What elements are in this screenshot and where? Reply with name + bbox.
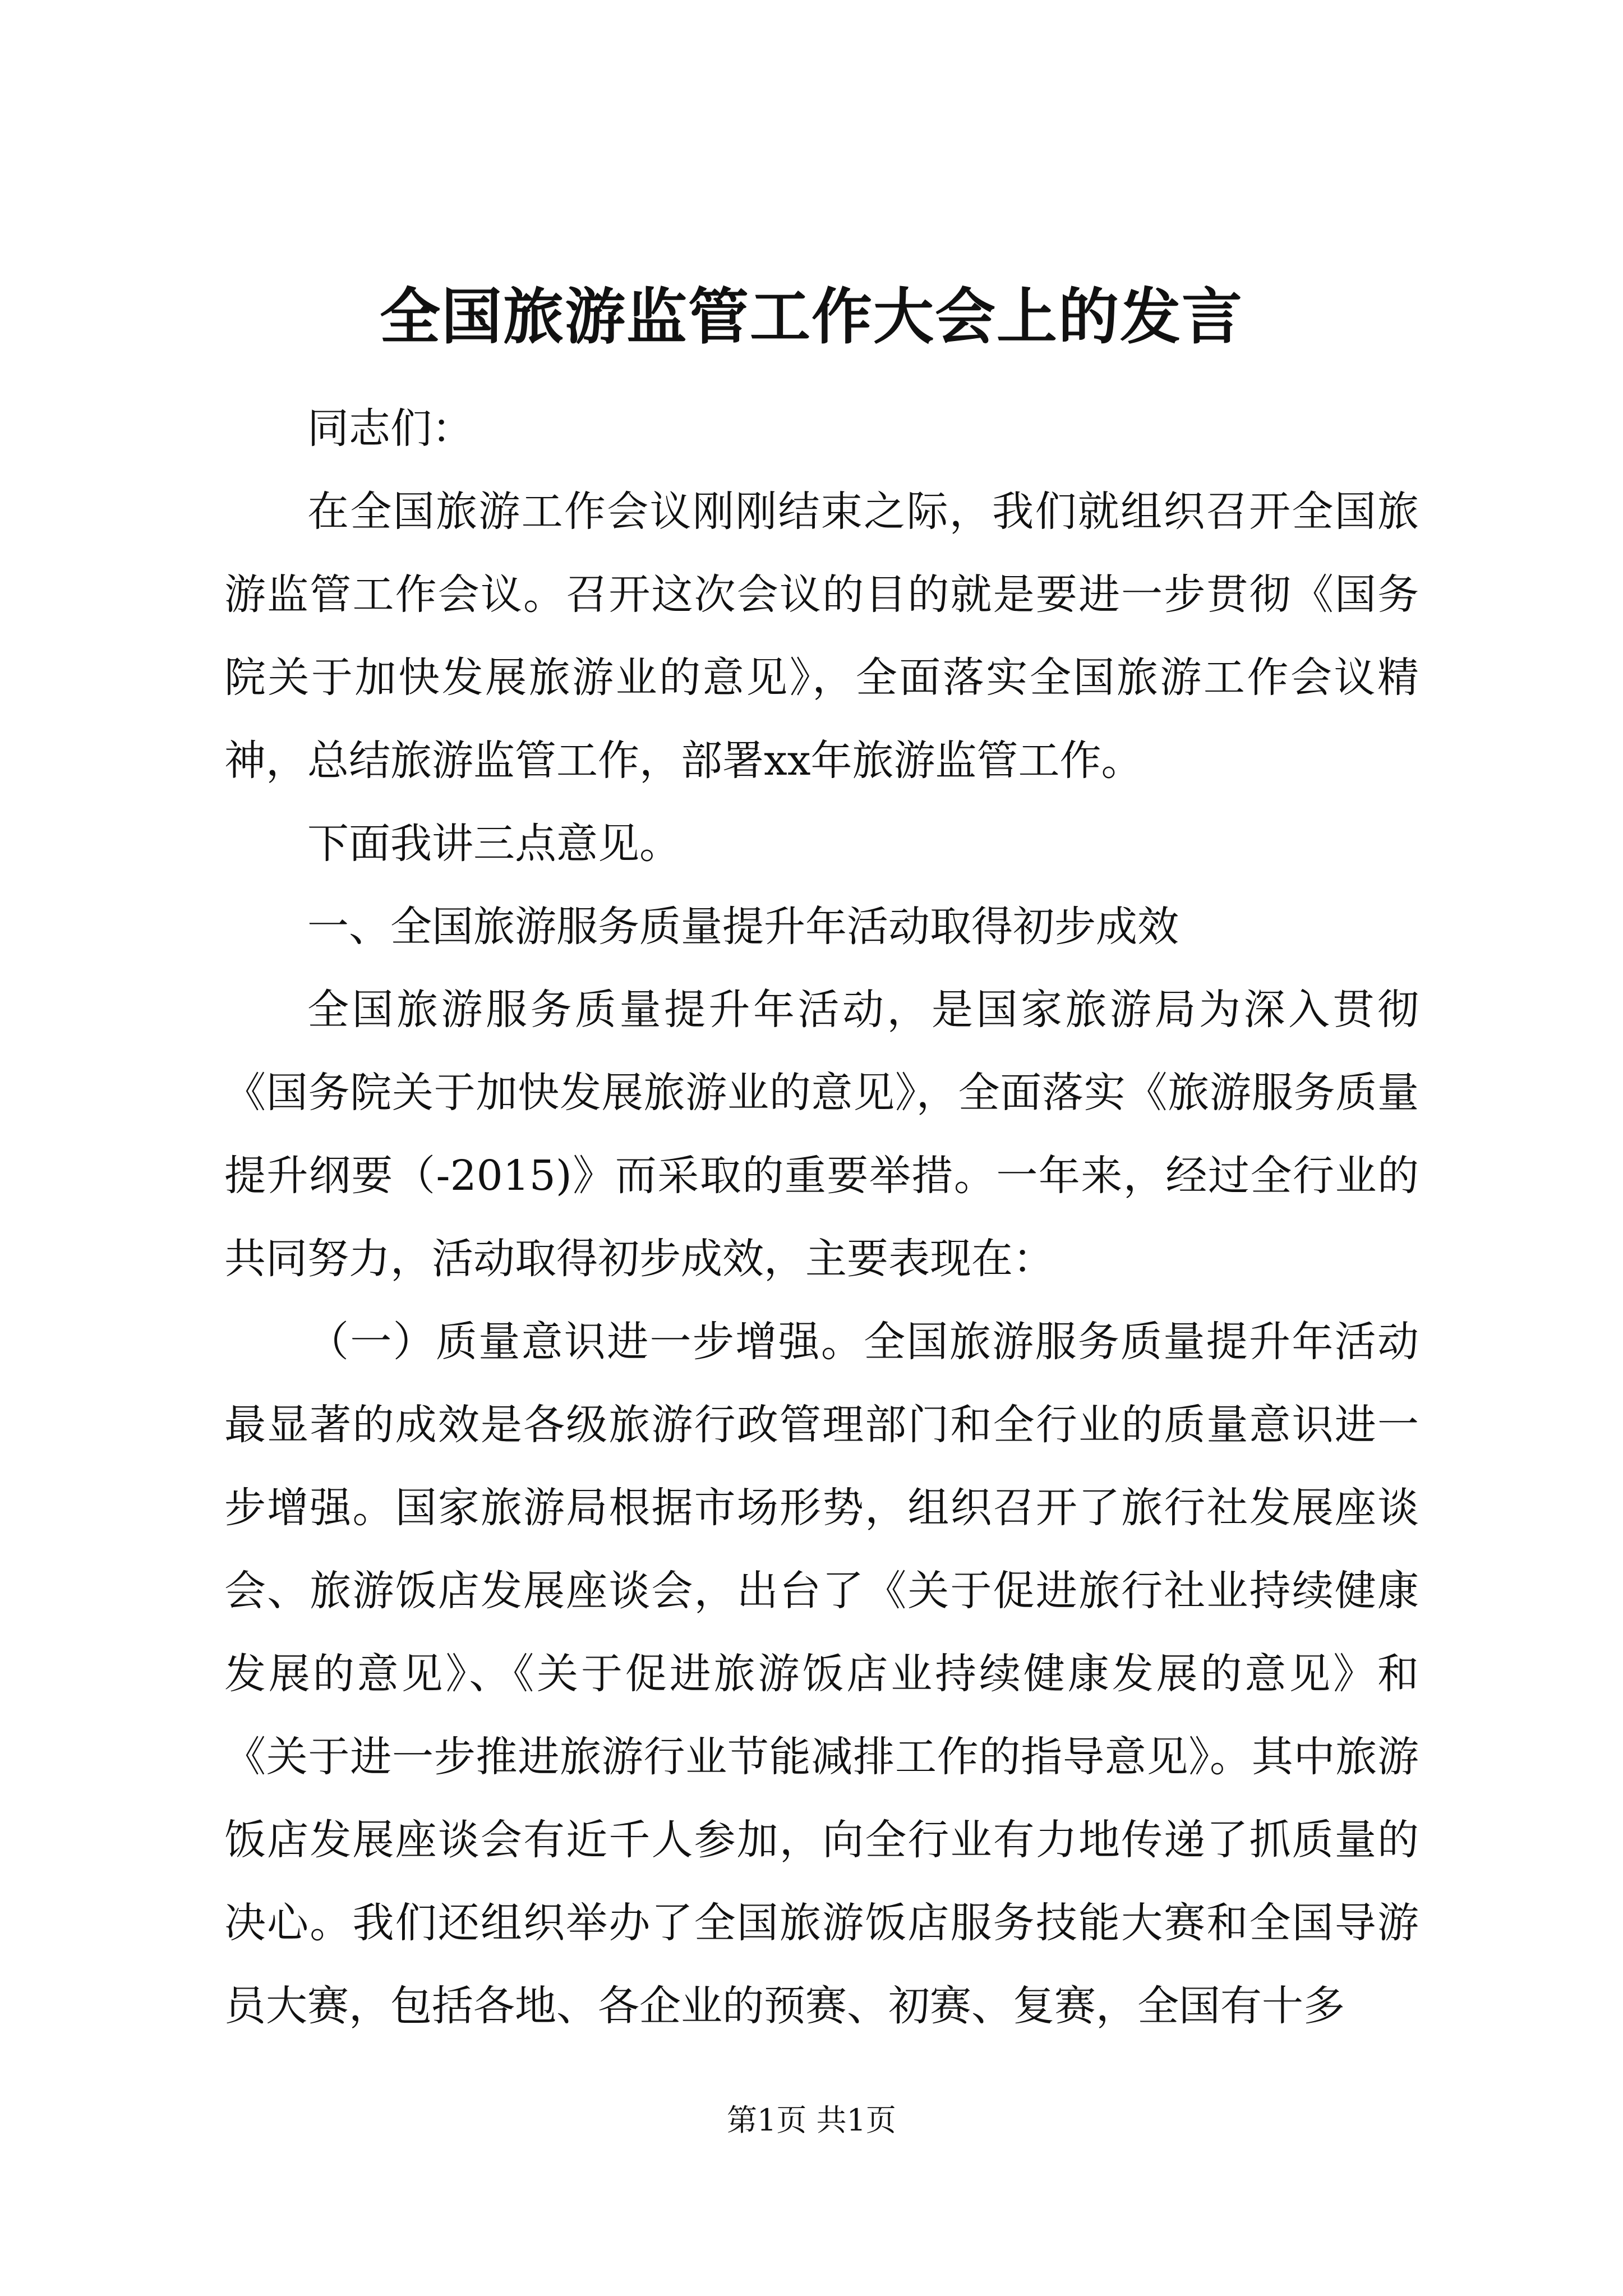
paragraph-intro: 在全国旅游工作会议刚刚结束之际，我们就组织召开全国旅游监管工作会议。召开这次会议的目的就是要进一步贯彻《国务院关于加快发展旅游业的意见》，全面落实全国旅游工作会议精神，总结旅游监管工作，部署xx年旅游监管工作。: [224, 487, 1419, 785]
page-footer: 第1页 共1页: [727, 2102, 896, 2138]
paragraph-salutation: 同志们：: [307, 404, 473, 453]
document-body: [224, 387, 1419, 2047]
paragraph-subsection-1: （一）质量意识进一步增强。全国旅游服务质量提升年活动最显著的成效是各级旅游行政管理部门和全行业的质量意识进一步增强。国家旅游局根据市场形势，组织召开了旅行社发展座谈会、旅游饭店发展座谈会，出台了《关于促进旅行社业持续健康发展的意见》、《关于促进旅游饭店业持续健康发展的意见》和《关于进一步推进旅游行业节能减排工作的指导意见》。其中旅游饭店发展座谈会有近千人参加，向全行业有力地传递了抓质量的决心。我们还组织举办了全国旅游饭店服务技能大赛和全国导游员大赛，包括各地、各企业的预赛、初赛、复赛，全国有十多: [224, 1318, 1419, 2030]
paragraph-three-points: 下面我讲三点意见。: [307, 820, 681, 868]
document-title: 全国旅游监管工作大会上的发言: [379, 282, 1243, 352]
section-heading-1: 一、全国旅游服务质量提升年活动取得初步成效: [307, 903, 1179, 951]
paragraph-section-1: 全国旅游服务质量提升年活动，是国家旅游局为深入贯彻《国务院关于加快发展旅游业的意见》，全面落实《旅游服务质量提升纲要（-2015)》而采取的重要举措。一年来，经过全行业的共同努力，活动取得初步成效，主要表现在：: [224, 986, 1419, 1283]
